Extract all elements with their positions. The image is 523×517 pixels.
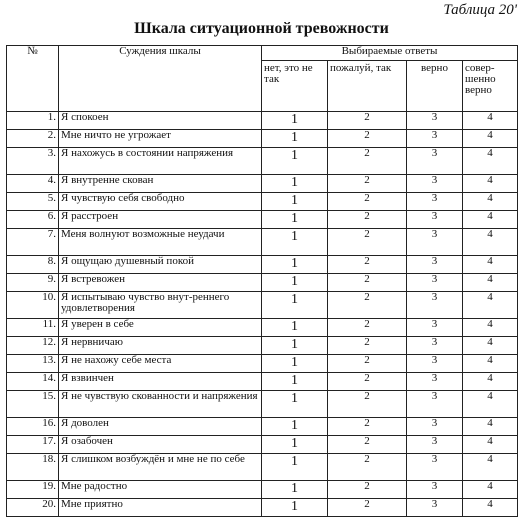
answer-option-2: 2	[328, 256, 407, 274]
answer-option-2: 2	[328, 148, 407, 175]
answer-option-4: 4	[463, 148, 518, 175]
statement-cell: Я чувствую себя свободно	[59, 193, 262, 211]
answer-option-4: 4	[463, 373, 518, 391]
answer-option-2: 2	[328, 175, 407, 193]
row-number: 2.	[7, 130, 59, 148]
answer-option-3: 3	[407, 292, 463, 319]
answer-option-3: 3	[407, 436, 463, 454]
answer-option-1: 1	[262, 355, 328, 373]
answer-option-2: 2	[328, 112, 407, 130]
answer-option-1: 1	[262, 418, 328, 436]
table-row	[7, 274, 518, 292]
answer-option-4: 4	[463, 319, 518, 337]
answer-option-2: 2	[328, 499, 407, 517]
row-number: 7.	[7, 229, 59, 256]
answer-option-2: 2	[328, 274, 407, 292]
header-answers-group: Выбираемые ответы	[262, 46, 518, 61]
table-row	[7, 319, 518, 337]
statement-cell: Я расстроен	[59, 211, 262, 229]
table-row	[7, 337, 518, 355]
table-row	[7, 454, 518, 481]
table-number: Таблица 20'	[443, 2, 517, 18]
answer-option-4: 4	[463, 112, 518, 130]
answer-option-3: 3	[407, 256, 463, 274]
answer-option-3: 3	[407, 499, 463, 517]
row-number: 17.	[7, 436, 59, 454]
answer-option-2: 2	[328, 436, 407, 454]
answer-option-1: 1	[262, 193, 328, 211]
answer-option-4: 4	[463, 418, 518, 436]
answer-option-1: 1	[262, 481, 328, 499]
row-number: 9.	[7, 274, 59, 292]
answer-option-2: 2	[328, 373, 407, 391]
answer-option-1: 1	[262, 130, 328, 148]
answer-option-3: 3	[407, 112, 463, 130]
row-number: 3.	[7, 148, 59, 175]
statement-cell: Я взвинчен	[59, 373, 262, 391]
answer-option-1: 1	[262, 229, 328, 256]
answer-option-2: 2	[328, 193, 407, 211]
row-number: 14.	[7, 373, 59, 391]
statement-cell: Я нервничаю	[59, 337, 262, 355]
answer-option-3: 3	[407, 481, 463, 499]
answer-option-4: 4	[463, 274, 518, 292]
table-row	[7, 391, 518, 418]
statement-cell: Я нахожусь в состоянии напряжения	[59, 148, 262, 175]
answer-option-2: 2	[328, 355, 407, 373]
table-row	[7, 355, 518, 373]
row-number: 16.	[7, 418, 59, 436]
row-number: 8.	[7, 256, 59, 274]
answer-option-1: 1	[262, 175, 328, 193]
answer-option-3: 3	[407, 130, 463, 148]
answer-option-4: 4	[463, 481, 518, 499]
table-body	[7, 112, 518, 517]
answer-option-3: 3	[407, 193, 463, 211]
row-number: 18.	[7, 454, 59, 481]
answer-option-3: 3	[407, 229, 463, 256]
row-number: 11.	[7, 319, 59, 337]
answer-option-1: 1	[262, 373, 328, 391]
statement-cell: Меня волнуют возможные неудачи	[59, 229, 262, 256]
answer-option-3: 3	[407, 175, 463, 193]
answer-option-2: 2	[328, 292, 407, 319]
answer-option-4: 4	[463, 256, 518, 274]
answer-option-1: 1	[262, 499, 328, 517]
answer-option-2: 2	[328, 211, 407, 229]
header-option-3: верно	[407, 61, 463, 112]
table-row	[7, 130, 518, 148]
answer-option-4: 4	[463, 499, 518, 517]
answer-option-1: 1	[262, 112, 328, 130]
statement-cell: Я ощущаю душевный покой	[59, 256, 262, 274]
answer-option-4: 4	[463, 229, 518, 256]
answer-option-4: 4	[463, 436, 518, 454]
table-row	[7, 436, 518, 454]
statement-cell: Я встревожен	[59, 274, 262, 292]
answer-option-2: 2	[328, 418, 407, 436]
answer-option-3: 3	[407, 319, 463, 337]
answer-option-1: 1	[262, 337, 328, 355]
statement-cell: Я слишком возбуждён и мне не по себе	[59, 454, 262, 481]
statement-cell: Я озабочен	[59, 436, 262, 454]
table-row	[7, 499, 518, 517]
row-number: 19.	[7, 481, 59, 499]
table-row	[7, 229, 518, 256]
answer-option-1: 1	[262, 256, 328, 274]
header-option-2: пожалуй, так	[328, 61, 407, 112]
statement-cell: Мне ничто не угрожает	[59, 130, 262, 148]
table-row	[7, 481, 518, 499]
answer-option-2: 2	[328, 481, 407, 499]
answer-option-1: 1	[262, 436, 328, 454]
answer-option-4: 4	[463, 391, 518, 418]
answer-option-3: 3	[407, 148, 463, 175]
answer-option-3: 3	[407, 211, 463, 229]
scale-table	[6, 45, 518, 517]
answer-option-2: 2	[328, 319, 407, 337]
row-number: 12.	[7, 337, 59, 355]
row-number: 20.	[7, 499, 59, 517]
header-num: №	[7, 46, 59, 112]
table-row	[7, 373, 518, 391]
answer-option-1: 1	[262, 391, 328, 418]
statement-cell: Я спокоен	[59, 112, 262, 130]
page-title: Шкала ситуационной тревожности	[134, 20, 389, 37]
answer-option-2: 2	[328, 454, 407, 481]
statement-cell: Я испытываю чувство внут-реннего удовлетворения	[59, 292, 262, 319]
statement-cell: Я внутренне скован	[59, 175, 262, 193]
answer-option-2: 2	[328, 337, 407, 355]
answer-option-3: 3	[407, 274, 463, 292]
table-row	[7, 175, 518, 193]
answer-option-4: 4	[463, 130, 518, 148]
statement-cell: Я не нахожу себе места	[59, 355, 262, 373]
answer-option-4: 4	[463, 454, 518, 481]
answer-option-1: 1	[262, 292, 328, 319]
row-number: 13.	[7, 355, 59, 373]
statement-cell: Мне приятно	[59, 499, 262, 517]
answer-option-3: 3	[407, 418, 463, 436]
statement-cell: Мне радостно	[59, 481, 262, 499]
answer-option-4: 4	[463, 355, 518, 373]
header-option-4: совер-шенно верно	[463, 61, 518, 112]
answer-option-1: 1	[262, 319, 328, 337]
row-number: 4.	[7, 175, 59, 193]
answer-option-2: 2	[328, 391, 407, 418]
header-statements: Суждения шкалы	[59, 46, 262, 112]
answer-option-4: 4	[463, 337, 518, 355]
answer-option-3: 3	[407, 391, 463, 418]
row-number: 5.	[7, 193, 59, 211]
answer-option-3: 3	[407, 454, 463, 481]
table-row	[7, 193, 518, 211]
table-row	[7, 256, 518, 274]
answer-option-1: 1	[262, 211, 328, 229]
table-row	[7, 112, 518, 130]
table-row	[7, 148, 518, 175]
row-number: 15.	[7, 391, 59, 418]
table-row	[7, 292, 518, 319]
answer-option-4: 4	[463, 193, 518, 211]
answer-option-2: 2	[328, 130, 407, 148]
statement-cell: Я доволен	[59, 418, 262, 436]
table-row	[7, 211, 518, 229]
statement-cell: Я уверен в себе	[59, 319, 262, 337]
answer-option-3: 3	[407, 355, 463, 373]
answer-option-3: 3	[407, 373, 463, 391]
header-option-1: нет, это не так	[262, 61, 328, 112]
answer-option-1: 1	[262, 148, 328, 175]
row-number: 1.	[7, 112, 59, 130]
answer-option-2: 2	[328, 229, 407, 256]
answer-option-4: 4	[463, 292, 518, 319]
answer-option-4: 4	[463, 175, 518, 193]
answer-option-1: 1	[262, 274, 328, 292]
answer-option-1: 1	[262, 454, 328, 481]
answer-option-3: 3	[407, 337, 463, 355]
statement-cell: Я не чувствую скованности и напряжения	[59, 391, 262, 418]
row-number: 10.	[7, 292, 59, 319]
table-row	[7, 418, 518, 436]
answer-option-4: 4	[463, 211, 518, 229]
row-number: 6.	[7, 211, 59, 229]
